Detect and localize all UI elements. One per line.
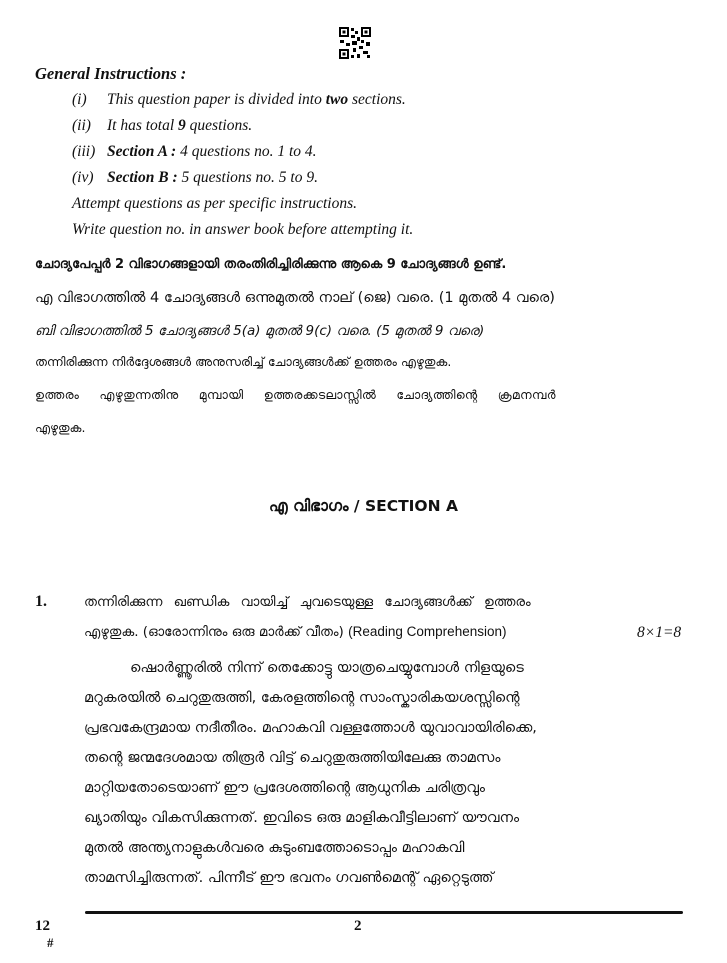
passage-line: മാറ്റിയതോടെയാണ് ഈ പ്രദേശത്തിന്റെ ആധുനിക ചരിത്രവും <box>84 780 486 796</box>
question-marks: 8×1=8 <box>637 624 682 641</box>
instruction-bold: two <box>325 91 349 108</box>
instruction-text: 4 questions no. 1 to 4. <box>176 143 317 160</box>
instruction-bold: Section A : <box>107 143 177 160</box>
malayalam-instruction: ഉത്തരം എഴുതുന്നതിനു മുമ്പായി ഉത്തരക്കടലാസ്സിൽ ചോദ്യത്തിന്റെ ക്രമനമ്പർ <box>35 387 556 402</box>
question-type: (Reading Comprehension) <box>348 624 507 639</box>
instruction-text: questions. <box>185 117 253 134</box>
qr-code-icon <box>339 27 371 59</box>
instruction-text: This question paper is divided into <box>107 91 326 108</box>
passage-line: ഷൊർണ്ണൂരിൽ നിന്ന് തെക്കോട്ടു യാത്രചെയ്യുമ്പോൾ നിളയുടെ <box>130 660 524 676</box>
malayalam-instruction: തന്നിരിക്കുന്ന നിർദ്ദേശങ്ങൾ അനുസരിച്ച് ചോദ്യങ്ങൾക്ക് ഉത്തരം എഴുതുക. <box>35 354 452 369</box>
instruction-item <box>72 117 252 135</box>
instruction-extra: Write question no. in answer book before attempting it. <box>72 221 414 238</box>
instruction-number: (iv) <box>72 169 94 186</box>
question-number: 1. <box>35 593 47 610</box>
instruction-number: (ii) <box>72 117 91 134</box>
passage-line: താമസിച്ചിരുന്നത്. പിന്നീട് ഈ ഭവനം ഗവൺമെന്റ് ഏറ്റെടുത്ത് <box>84 870 494 886</box>
instruction-bold: 9 <box>178 117 186 134</box>
instruction-number: (iii) <box>72 143 96 160</box>
general-instructions-title: General Instructions : <box>35 64 187 83</box>
question-text-line2: എഴുതുക. (ഓരോന്നിനും ഒരു മാർക്ക് വീതം) <box>84 624 344 640</box>
question-text <box>84 624 506 640</box>
paper-code: 12 <box>35 918 50 934</box>
section-title: എ വിഭാഗം / SECTION A <box>269 497 458 515</box>
instruction-bold: Section B : <box>107 169 178 186</box>
malayalam-instruction: എഴുതുക. <box>35 420 86 435</box>
instruction-extra: Attempt questions as per specific instructions. <box>72 195 358 212</box>
instruction-text: It has total <box>107 117 179 134</box>
passage-line: മുതൽ അന്ത്യനാളുകൾവരെ കുടുംബത്തോടൊപ്പം മഹാകവി <box>84 840 465 856</box>
passage-line: ഖ്യാതിയും വികസിക്കുന്നത്. ഇവിടെ ഒരു മാളികവീട്ടിലാണ് യൗവനം <box>84 810 520 826</box>
instruction-number: (i) <box>72 91 87 108</box>
instruction-text: 5 questions no. 5 to 9. <box>177 169 318 186</box>
malayalam-instruction: ബി വിഭാഗത്തിൽ 5 ചോദ്യങ്ങൾ 5(a) മുതൽ 9(c) വരെ. (5 മുതൽ 9 വരെ) <box>35 323 485 339</box>
passage-line: മറുകരയിൽ ചെറുതുരുത്തി, കേരളത്തിന്റെ സാംസ്കാരികയശസ്സിന്റെ <box>84 690 520 706</box>
instruction-item <box>72 143 317 161</box>
instruction-item <box>72 91 406 109</box>
instruction-text: sections. <box>348 91 406 108</box>
paper-hash: # <box>47 935 54 950</box>
instruction-item <box>72 169 318 187</box>
malayalam-instruction: എ വിഭാഗത്തിൽ 4 ചോദ്യങ്ങൾ ഒന്നുമുതൽ നാല് (ജെ) വരെ. (1 മുതൽ 4 വരെ) <box>35 290 555 306</box>
malayalam-instruction: ചോദ്യപേപ്പർ 2 വിഭാഗങ്ങളായി തരംതിരിച്ചിരിക്കുന്നു ആകെ 9 ചോദ്യങ്ങൾ ഉണ്ട്. <box>35 257 507 272</box>
footer-divider <box>85 911 683 914</box>
passage-line: തന്റെ ജന്മദേശമായ തിരൂർ വിട്ട് ചെറുതുരുത്തിയിലേക്കു താമസം <box>84 750 501 766</box>
question-text: തന്നിരിക്കുന്ന ഖണ്ഡിക വായിച്ച് ചുവടെയുള്ള ചോദ്യങ്ങൾക്ക് ഉത്തരം <box>84 594 531 610</box>
passage-line: പ്രഭവകേന്ദ്രമായ നദീതീരം. മഹാകവി വള്ളത്തോൾ യുവാവായിരിക്കെ, <box>84 720 537 736</box>
page-number: 2 <box>354 918 362 934</box>
